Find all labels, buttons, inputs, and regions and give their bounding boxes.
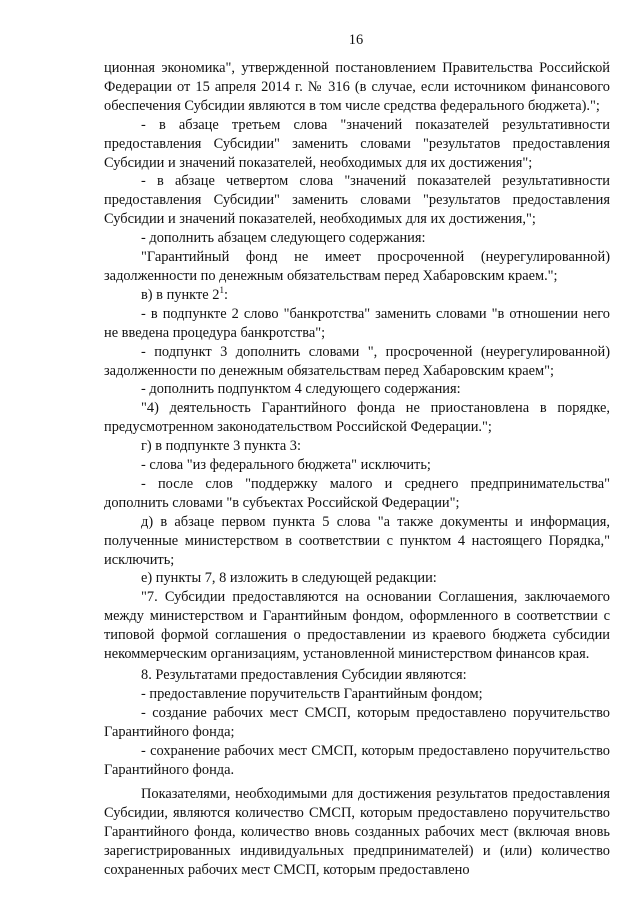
paragraph: - в подпункте 2 слово "банкротства" заменить словами "в отношении него не введена процедура банкротства"; <box>104 305 610 341</box>
paragraph: - дополнить подпунктом 4 следующего содержания: <box>141 381 461 398</box>
paragraph: - в абзаце четвертом слова "значений показателей результативности предоставления Субсидии" заменить словами "результатов предоставления Субсидии и значений показателей, необходимых для их достижения,"; <box>104 173 610 228</box>
paragraph: "4) деятельность Гарантийного фонда не приостановлена в порядке, предусмотренном законодательством Российской Федерации."; <box>104 400 610 436</box>
paragraph <box>104 286 610 305</box>
paragraph: ционная экономика", утвержденной постановлением Правительства Российской Федерации от 15 апреля 2014 г. № 316 (в случае, если источником финансового обеспечения Субсидии являются в том числе средства федерального бюджета)."; <box>104 60 610 114</box>
paragraph: - слова "из федерального бюджета" исключить; <box>141 457 431 474</box>
paragraph: г) в подпункте 3 пункта 3: <box>141 438 301 455</box>
paragraph: - после слов "поддержку малого и среднего предпринимательства" дополнить словами "в субъектах Российской Федерации"; <box>104 475 610 511</box>
paragraph: - в абзаце третьем слова "значений показателей результативности предоставления Субсидии" заменить словами "результатов предоставления Субсидии и значений показателей, необходимых для их достижения"; <box>104 116 610 171</box>
paragraph: 8. Результатами предоставления Субсидии являются: <box>141 667 467 683</box>
paragraph: Показателями, необходимыми для достижения результатов предоставления Субсидии, являются количество СМСП, которым предоставлено поручительство Гарантийного фонда, количество вновь созданных рабочих мест (включая вновь зарегистрированных индивидуальных предпринимателей) и (или) количество сохраненных рабочих мест СМСП, которым предоставлено <box>104 786 610 879</box>
document-body <box>104 59 610 880</box>
paragraph: - подпункт 3 дополнить словами ", просроченной (неурегулированной) задолженности по денежным обязательствам перед Хабаровским краем"; <box>104 343 610 379</box>
paragraph: - предоставление поручительств Гарантийным фондом; <box>141 685 483 702</box>
paragraph: - сохранение рабочих мест СМСП, которым предоставлено поручительство Гарантийного фонда. <box>104 742 610 778</box>
paragraph-text: в) в пункте 2 <box>141 286 220 303</box>
paragraph: - дополнить абзацем следующего содержания: <box>141 230 426 247</box>
paragraph: е) пункты 7, 8 изложить в следующей редакции: <box>141 570 437 587</box>
paragraph: "Гарантийный фонд не имеет просроченной (неурегулированной) задолженности по денежным обязательствам перед Хабаровским краем."; <box>104 249 610 284</box>
page-number: 16 <box>348 32 364 48</box>
paragraph: "7. Субсидии предоставляются на основании Соглашения, заключаемого между министерством и Гарантийным фондом, оформленного в соответствии с типовой формой соглашения о предоставлении из краевого бюджета субсидии некоммерческим организациям, установленной министерством финансов края. <box>104 589 610 663</box>
paragraph-text: : <box>223 286 228 303</box>
superscript: 1 <box>219 285 224 296</box>
paragraph: - создание рабочих мест СМСП, которым предоставлено поручительство Гарантийного фонда; <box>104 704 610 740</box>
paragraph: д) в абзаце первом пункта 5 слова "а также документы и информация, полученные министерством в соответствии с пунктом 4 настоящего Порядка," исключить; <box>104 513 610 568</box>
